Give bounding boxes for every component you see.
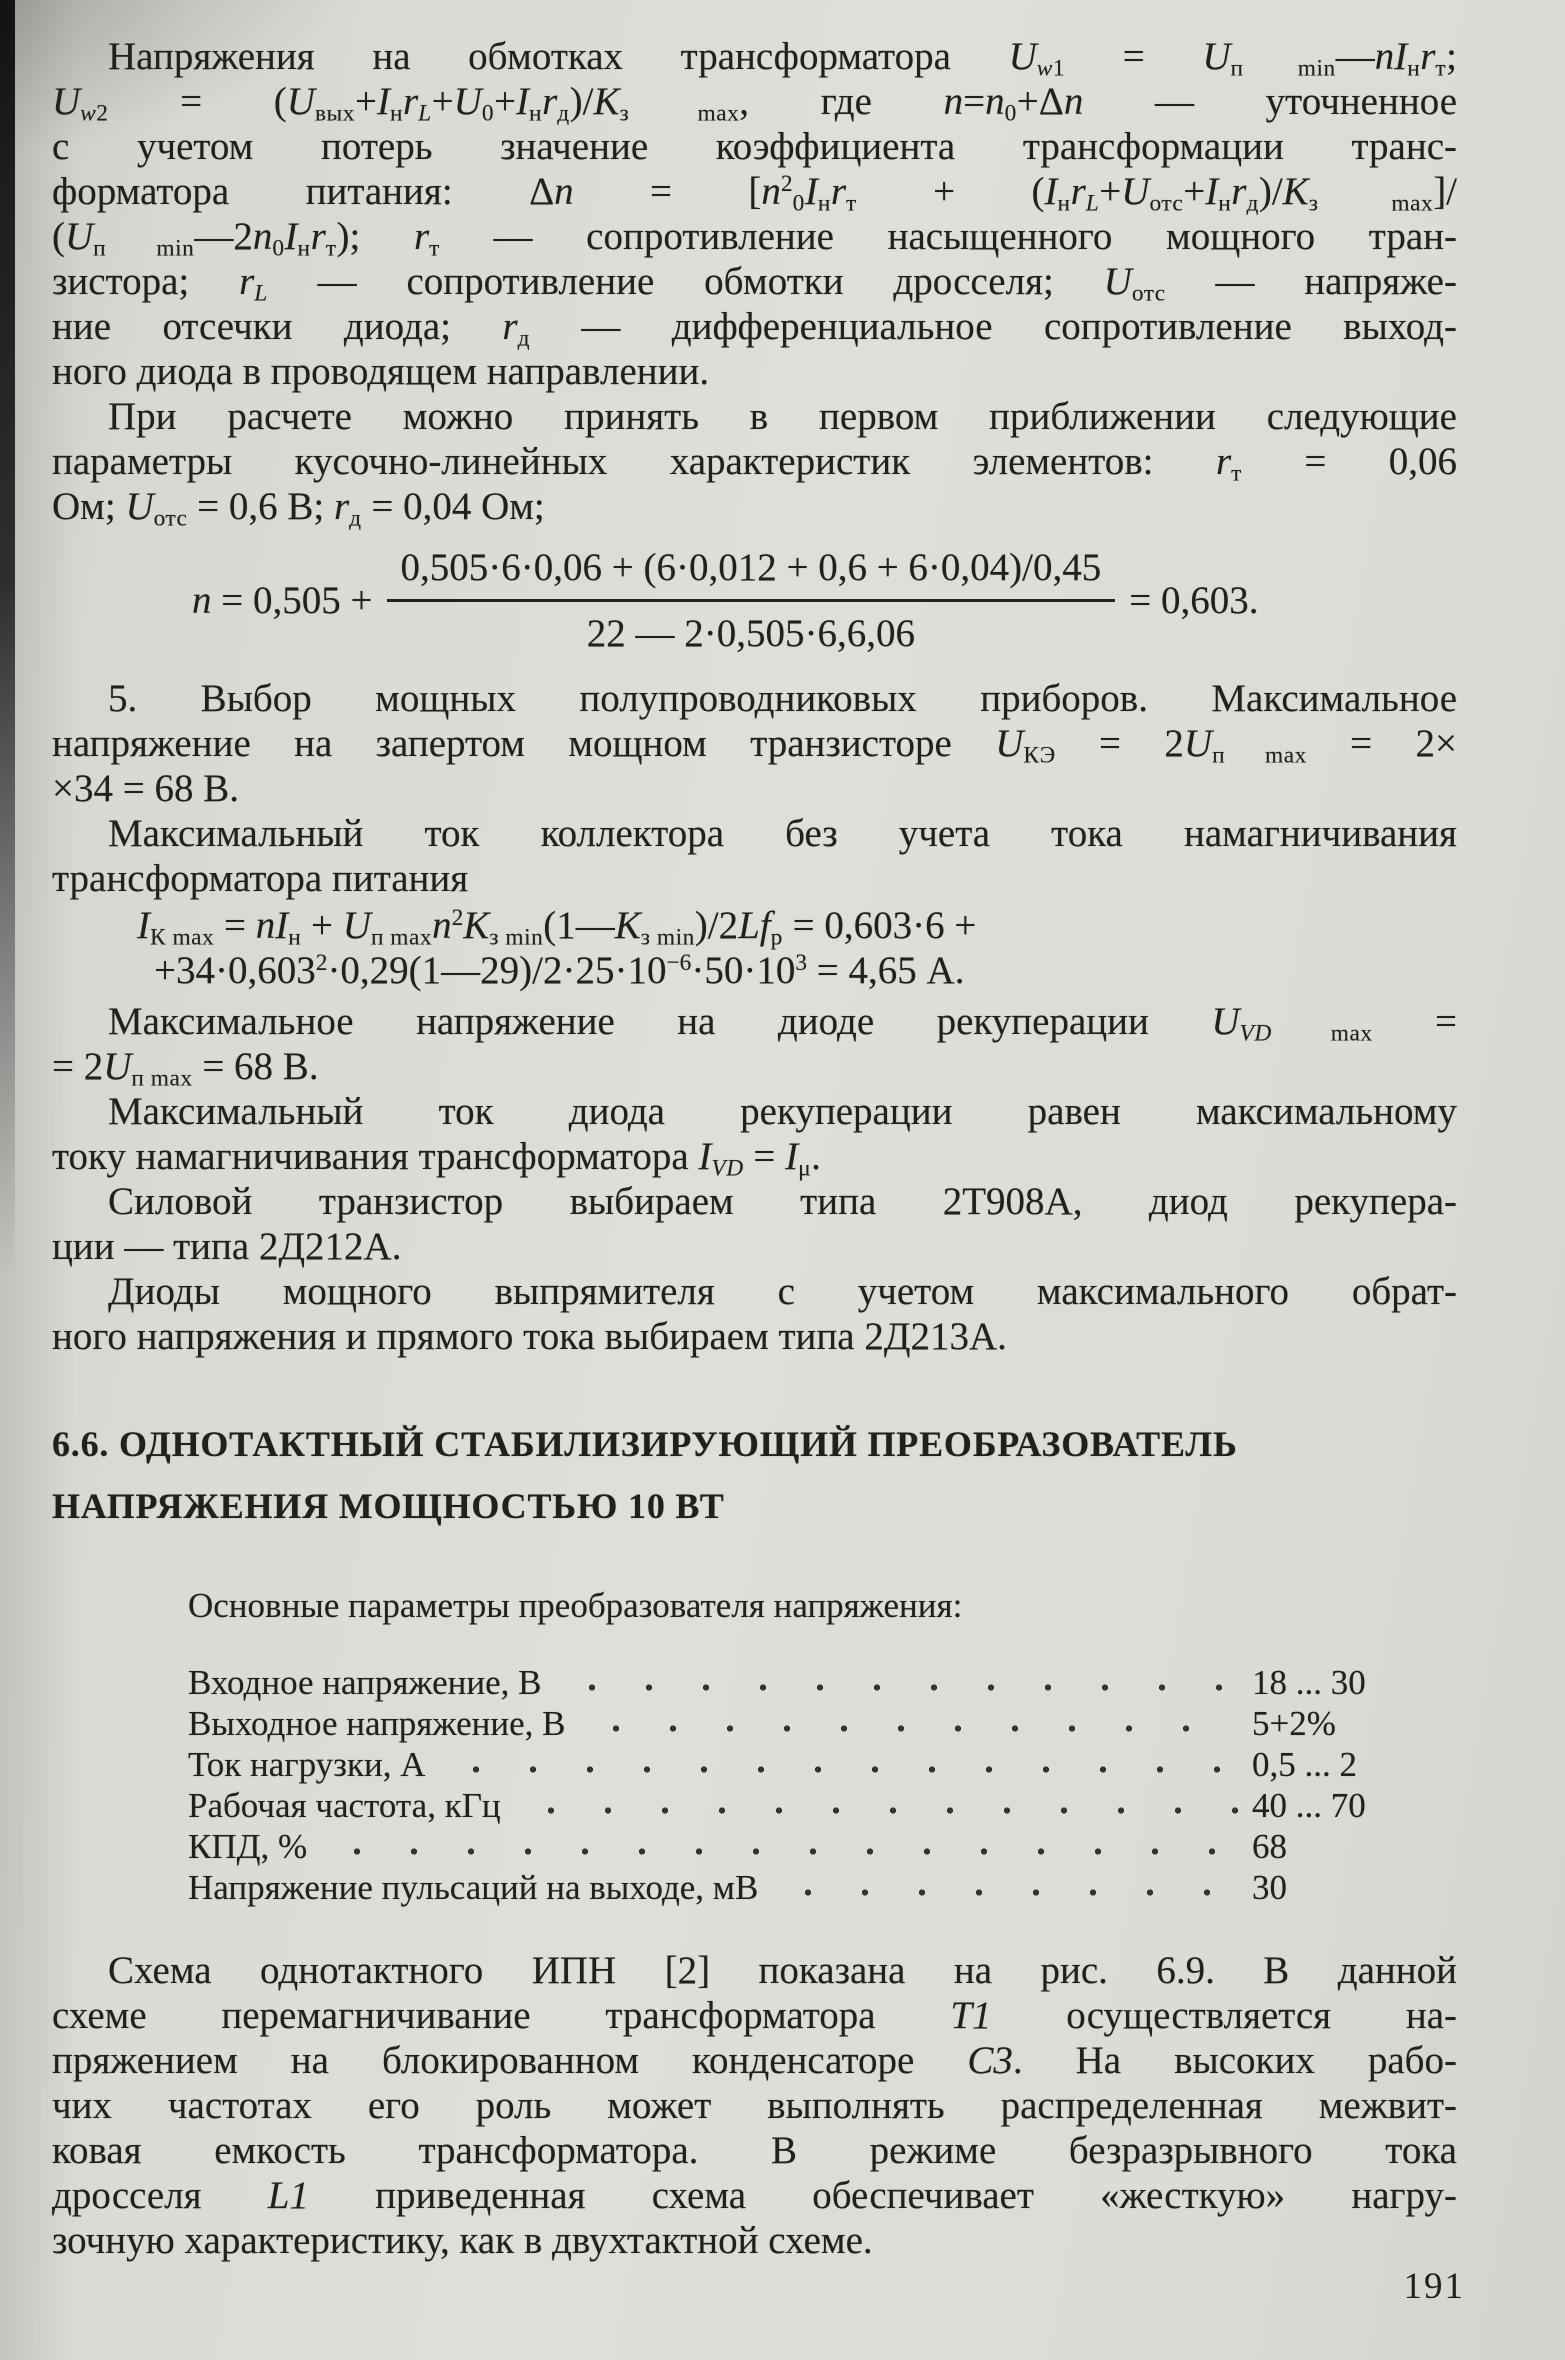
text-line: 5. Выбор мощных полупроводниковых приборов. Максимальное xyxy=(108,677,1457,720)
fraction xyxy=(387,545,1116,656)
parameter-label: Входное напряжение, В xyxy=(188,1663,542,1702)
paragraph-max-collector-current xyxy=(52,811,1457,901)
parameters-list xyxy=(52,1660,1457,1906)
parameter-label: КПД, % xyxy=(188,1827,308,1866)
text-line: трансформатора питания xyxy=(52,857,469,900)
text-line: ние отсечки диода; $r_д$ — дифференциальное сопротивление выход- xyxy=(52,305,1457,352)
dot-leader xyxy=(523,1805,1238,1816)
formula-line: $+34\cdot 0,603^2\cdot 0,29(1—29)/2\cdot 25\cdot 10^{-6}\cdot 50\cdot 10^3 = 4,65$ А. xyxy=(154,949,965,992)
parameter-row xyxy=(188,1660,1457,1701)
formula-line: $I_{К max} = nI_н$ + $U_{п max}n^2K_{з min}(1—K_{з min})/2Lf_р = 0,603\cdot 6$ + xyxy=(137,904,977,951)
text-line: току намагничивания трансформатора $I_{VD} = I_\mu$. xyxy=(52,1135,821,1182)
text-line: ×34 = 68 В. xyxy=(52,767,240,810)
parameter-value: 40 ... 70 xyxy=(1252,1786,1366,1825)
dot-leader xyxy=(448,1764,1239,1775)
parameter-label: Напряжение пульсаций на выходе, мВ xyxy=(188,1868,759,1907)
parameter-row xyxy=(188,1824,1457,1865)
dot-leader xyxy=(329,1846,1238,1857)
parameter-value: 68 xyxy=(1252,1827,1287,1866)
dot-leader xyxy=(780,1887,1238,1898)
parameter-row xyxy=(188,1701,1457,1742)
parameter-row xyxy=(188,1742,1457,1783)
text-line: пряжением на блокированном конденсаторе С3. На высоких рабо- xyxy=(52,2039,1457,2082)
text-line: Схема однотактного ИПН [2] показана на рис. 6.9. В данной xyxy=(108,1949,1457,1992)
fraction-denominator: 22 — 2·0,505·6,6,06 xyxy=(586,612,915,655)
page-content xyxy=(52,34,1457,2263)
parameter-value: 18 ... 30 xyxy=(1252,1663,1366,1702)
text-line: Максимальный ток диода рекуперации равен максимальному xyxy=(108,1090,1457,1133)
text-line: = $2U_{п max} = 68$ В. xyxy=(52,1045,319,1092)
text-line: Диоды мощного выпрямителя с учетом максимального обрат- xyxy=(108,1270,1457,1313)
parameter-value: 5+2% xyxy=(1252,1704,1336,1743)
text-line: Силовой транзистор выбираем типа 2Т908А, диод рекупера- xyxy=(108,1180,1457,1223)
text-line: Напряжения на обмотках трансформатора $U_{w1}$ = $U_{п min}—nI_нr_т$; xyxy=(108,35,1457,82)
paragraph-rectifier-diodes xyxy=(52,1269,1457,1359)
formula-result: = 0,603. xyxy=(1129,579,1259,622)
parameter-value: 0,5 ... 2 xyxy=(1252,1745,1357,1784)
text-line: Максимальный ток коллектора без учета тока намагничивания xyxy=(108,812,1457,855)
formula-transformation-coefficient xyxy=(192,545,1457,656)
section-heading-line-1: 6.6. ОДНОТАКТНЫЙ СТАБИЛИЗИРУЮЩИЙ ПРЕОБРАЗОВАТЕЛЬ xyxy=(52,1424,1238,1464)
parameter-label: Ток нагрузки, А xyxy=(188,1745,426,1784)
parameters-intro: Основные параметры преобразователя напряжения: xyxy=(188,1586,963,1625)
paragraph-winding-voltages xyxy=(52,34,1457,394)
paragraph-recovery-diode-voltage xyxy=(52,999,1458,1092)
text-line: зистора; $r_L$ — сопротивление обмотки дросселя; $U_{отс}$ — напряже- xyxy=(52,260,1457,307)
dot-leader xyxy=(588,1723,1239,1734)
text-line: ции — типа 2Д212А. xyxy=(52,1225,402,1268)
section-heading-6-6 xyxy=(52,1413,1457,1537)
parameter-row xyxy=(188,1783,1457,1824)
text-line: зочную характеристику, как в двухтактной схеме. xyxy=(52,2219,873,2262)
text-line: ного диода в проводящем направлении. xyxy=(52,350,710,393)
parameter-label: Выходное напряжение, В xyxy=(188,1704,566,1743)
text-line: Ом; $U_{отс} = 0,6$ В; $r_д = 0,04$ Ом; xyxy=(52,485,545,532)
parameter-value: 30 xyxy=(1252,1868,1287,1907)
paragraph-single-ended-scheme xyxy=(52,1948,1457,2263)
formula-collector-current xyxy=(52,903,1457,993)
text-line: параметры кусочно-линейных характеристик элементов: $r_т = 0,06$ xyxy=(52,440,1458,487)
text-line: дросселя L1 приведенная схема обеспечивает «жесткую» нагру- xyxy=(52,2174,1457,2217)
text-line: ковая емкость трансформатора. В режиме безразрывного тока xyxy=(52,2129,1457,2172)
parameter-label: Рабочая частота, кГц xyxy=(188,1786,501,1825)
paragraph-semiconductor-choice xyxy=(52,676,1457,811)
book-spine-shadow xyxy=(0,0,15,1280)
dot-leader xyxy=(564,1682,1238,1693)
text-line: чих частотах его роль может выполнять распределенная межвит- xyxy=(52,2084,1457,2127)
text-line: При расчете можно принять в первом приближении следующие xyxy=(108,395,1457,438)
text-line: с учетом потерь значение коэффициента трансформации транс- xyxy=(52,125,1457,168)
text-line: форматора питания: $\Delta n = [n^2_0I_нr_т + (I_нr_L+U_{отс}+I_нr_д)/K_{з max}]/$ xyxy=(52,170,1458,217)
text-line: напряжение на запертом мощном транзисторе $U_{КЭ} = 2U_{п max} = 2\times$ xyxy=(52,722,1458,769)
page-number: 191 xyxy=(1403,2266,1465,2307)
text-line: схеме перемагничивание трансформатора Т1 осуществляется на- xyxy=(52,1994,1458,2037)
paragraph-transistor-type xyxy=(52,1179,1457,1269)
parameter-row xyxy=(188,1865,1457,1906)
section-heading-line-2: НАПРЯЖЕНИЯ МОЩНОСТЬЮ 10 ВТ xyxy=(52,1486,725,1526)
paragraph-piecewise-parameters xyxy=(52,394,1458,532)
text-line: Максимальное напряжение на диоде рекуперации $U_{VD max}$ = xyxy=(108,1000,1458,1047)
text-line: ного напряжения и прямого тока выбираем типа 2Д213А. xyxy=(52,1315,1007,1358)
text-line: $U_{w2} = (U_{вых}+I_нr_L+U_0+I_нr_д)/K_{з max}$, где $n=n_0+\Delta n$ — уточненное xyxy=(52,80,1458,127)
text-line: $(U_{п min}—2n_0I_нr_т)$; $r_т$ — сопротивление насыщенного мощного тран- xyxy=(52,215,1457,262)
fraction-numerator: 0,505·6·0,06 + (6·0,012 + 0,6 + 6·0,04)/0,45 xyxy=(387,545,1116,602)
formula-lead: n = 0,505 + xyxy=(192,579,373,622)
paragraph-recovery-diode-current xyxy=(52,1089,1457,1182)
